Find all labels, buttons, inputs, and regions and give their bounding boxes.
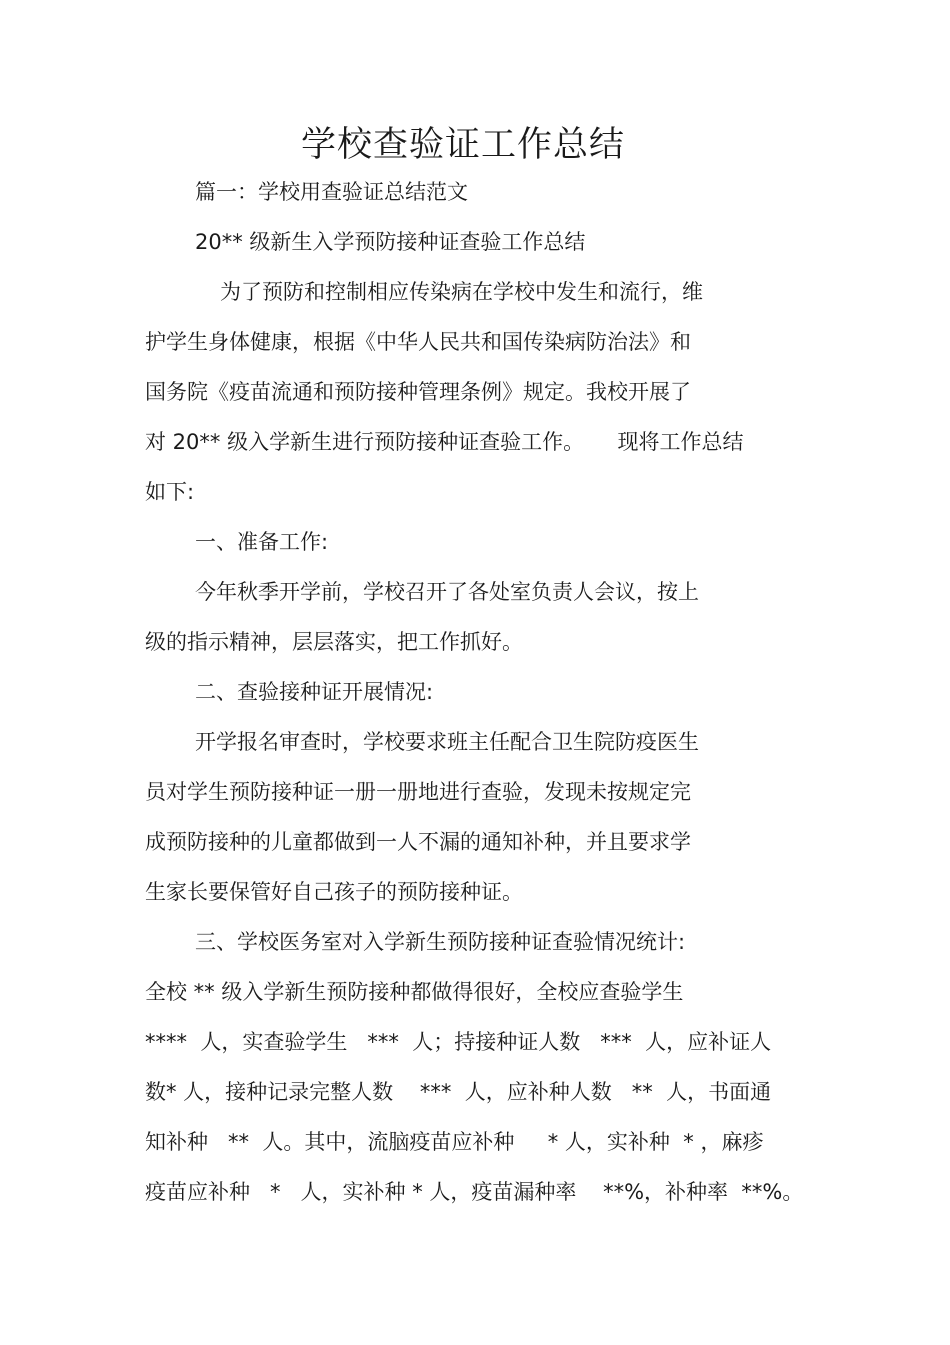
paragraph-line: 为了预防和控制相应传染病在学校中发生和流行，维 xyxy=(220,280,703,304)
paragraph-line: 国务院《疫苗流通和预防接种管理条例》规定。我校开展了 xyxy=(145,380,691,404)
paragraph-line: 护学生身体健康，根据《中华人民共和国传染病防治法》和 xyxy=(145,330,691,354)
paragraph-line: 成预防接种的儿童都做到一人不漏的通知补种，并且要求学 xyxy=(145,830,691,854)
paragraph-line: **** 人，实查验学生 *** 人；持接种证人数 *** 人，应补证人 xyxy=(145,1030,772,1054)
paragraph-line: 生家长要保管好自己孩子的预防接种证。 xyxy=(145,880,523,904)
section-heading: 一、准备工作: xyxy=(195,530,329,554)
paragraph-line: 员对学生预防接种证一册一册地进行查验，发现未按规定完 xyxy=(145,780,691,804)
paragraph-line: 全校 ** 级入学新生预防接种都做得很好，全校应查验学生 xyxy=(145,980,684,1004)
paragraph-line: 今年秋季开学前，学校召开了各处室负责人会议，按上 xyxy=(195,580,699,604)
article-heading: 篇一：学校用查验证总结范文 xyxy=(195,180,468,204)
paragraph-line: 如下: xyxy=(145,480,195,504)
paragraph-line: 对 20** 级入学新生进行预防接种证查验工作。 现将工作总结 xyxy=(145,430,744,454)
paragraph-line: 开学报名审查时，学校要求班主任配合卫生院防疫医生 xyxy=(195,730,699,754)
document-title: 学校查验证工作总结 xyxy=(300,125,625,165)
paragraph-line: 数* 人，接种记录完整人数 *** 人，应补种人数 ** 人，书面通 xyxy=(145,1080,772,1104)
paragraph-line: 知补种 ** 人。其中，流脑疫苗应补种 * 人，实补种 * ，麻疹 xyxy=(145,1130,764,1154)
summary-subtitle: 20** 级新生入学预防接种证查验工作总结 xyxy=(195,230,586,254)
section-heading: 三、学校医务室对入学新生预防接种证查验情况统计: xyxy=(195,930,686,954)
section-heading: 二、查验接种证开展情况: xyxy=(195,680,434,704)
paragraph-line: 疫苗应补种 * 人，实补种 * 人，疫苗漏种率 **%，补种率 **%。 xyxy=(145,1180,804,1204)
paragraph-line: 级的指示精神，层层落实，把工作抓好。 xyxy=(145,630,523,654)
